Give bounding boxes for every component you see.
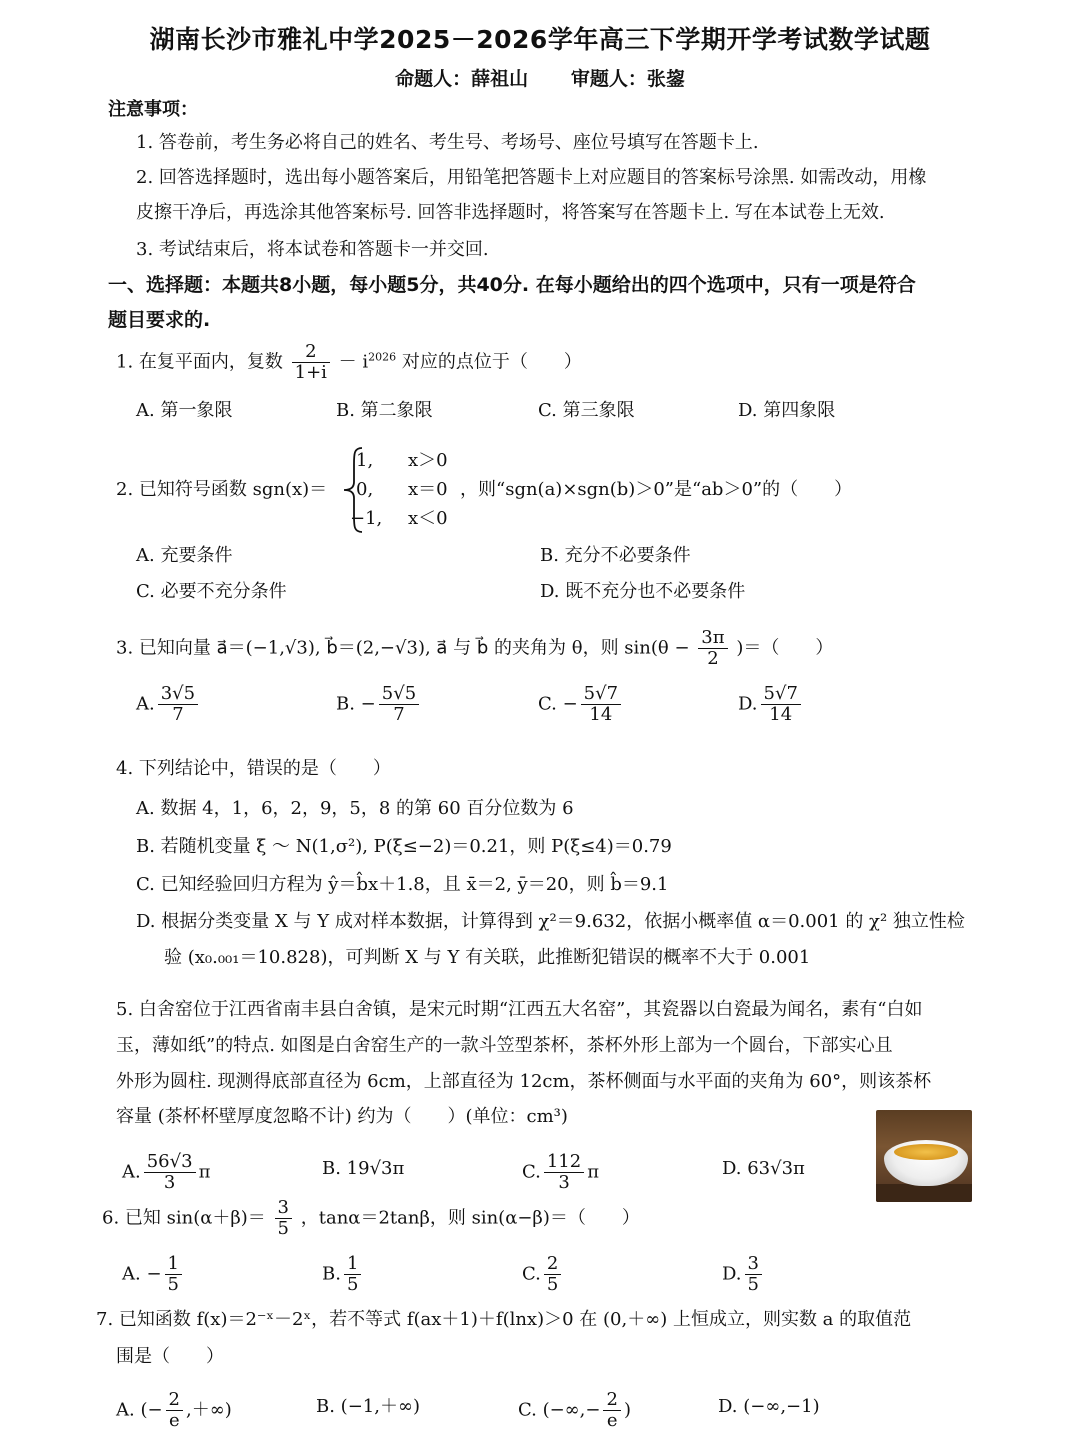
q7-option-b[interactable]: B. (−1,＋∞) [316,1396,420,1417]
q4-option-b[interactable]: B. 若随机变量 ξ ～ N(1,σ²), P(ξ≤−2)＝0.21，则 P(ξ≤4)＝0.79 [136,836,672,857]
q2-option-b[interactable]: B. 充分不必要条件 [540,545,691,566]
q3-option-d[interactable]: D. $\frac{5√7}{14}$ [738,684,804,725]
notice-heading: 注意事项： [108,99,198,120]
q1-option-d[interactable]: D. 第四象限 [738,400,836,421]
question-5-line-1: 5. 白舍窑位于江西省南丰县白舍镇，是宋元时期“江西五大名窑”，其瓷器以白瓷最为闻名，素有“白如 [116,999,923,1020]
reviewer: 审题人：张鋆 [570,68,685,90]
question-3-stem [116,628,833,669]
q6-text-end: ，tanα＝2tanβ，则 sin(α−β)＝（ ） [300,1207,640,1229]
q2-case-2-cond: x＝0 [408,479,448,500]
q3-text: 3. 已知向量 a⃗＝(−1,√3), b⃗＝(2,−√3), a⃗ 与 b⃗ 的夹角为 θ，则 sin(θ − [116,637,690,659]
q1-option-a[interactable]: A. 第一象限 [136,400,233,421]
section-heading: 一、选择题：本题共8小题，每小题5分，共40分. 在每小题给出的四个选项中，只有一项是符合 [108,274,916,296]
question-7-line-2: 围是（ ） [116,1346,224,1367]
notice-item-1: 1. 答卷前，考生务必将自己的姓名、考生号、考场号、座位号填写在答题卡上. [136,132,759,153]
question-4-stem: 4. 下列结论中，错误的是（ ） [116,758,391,779]
question-5-line-3: 外形为圆柱. 现测得底部直径为 6cm，上部直径为 12cm，茶杯侧面与水平面的夹角为 60°，则该茶杯 [116,1071,932,1092]
teacup-photo [876,1110,972,1202]
q6-text: 6. 已知 sin(α＋β)＝ [102,1207,266,1229]
tea-shape [894,1144,958,1160]
q2-option-c[interactable]: C. 必要不充分条件 [136,581,287,602]
q3-option-c[interactable]: C. − $\frac{5√7}{14}$ [538,684,624,725]
q7-option-d[interactable]: D. (−∞,−1) [718,1396,820,1417]
author: 命题人：薛祖山 [395,68,529,90]
q2-option-d[interactable]: D. 既不充分也不必要条件 [540,581,746,602]
q1-option-c[interactable]: C. 第三象限 [538,400,635,421]
question-5-line-4: 容量 (茶杯杯壁厚度忽略不计) 约为（ ）(单位：cm³) [116,1106,568,1127]
q1-minus-i: － i [338,351,369,373]
q4-option-a[interactable]: A. 数据 4，1，6，2，9，5，8 的第 60 百分位数为 6 [136,798,574,819]
q3-text-end: )＝（ ） [736,637,834,659]
q2-option-a[interactable]: A. 充要条件 [136,545,233,566]
q1-text-end: 对应的点位于（ ） [401,351,582,373]
question-7-line-1: 7. 已知函数 f(x)＝2⁻ˣ－2ˣ，若不等式 f(ax＋1)＋f(lnx)＞0 在 (0,＋∞) 上恒成立，则实数 a 的取值范 [96,1309,912,1330]
q5-option-d[interactable]: D. 63√3π [722,1158,805,1179]
question-2-stem: 2. 已知符号函数 sgn(x)＝ [116,479,328,500]
exam-title: 湖南长沙市雅礼中学2025－2026学年高三下学期开学考试数学试题 [149,25,931,54]
q7-option-c[interactable]: C. (−∞,− $\frac{2}{e}$ ) [518,1389,631,1431]
tray-shape [876,1184,972,1202]
q1-text: 1. 在复平面内，复数 [116,351,283,373]
question-5-line-2: 玉，薄如纸”的特点. 如图是白舍窑生产的一款斗笠型茶杯，茶杯外形上部为一个圆台，下部实心且 [116,1035,893,1056]
q6-option-a[interactable]: A. − $\frac{1}{5}$ [122,1254,185,1295]
q2-case-1-cond: x＞0 [408,450,448,471]
q2-case-3-value: −1, [350,508,383,529]
q6-option-c[interactable]: C. $\frac{2}{5}$ [522,1254,564,1295]
q5-option-b[interactable]: B. 19√3π [322,1158,405,1179]
q3-option-b[interactable]: B. − $\frac{5√5}{7}$ [336,684,422,725]
section-heading-cont: 题目要求的. [108,309,211,331]
q1-option-b[interactable]: B. 第二象限 [336,400,433,421]
q5-option-a[interactable]: A. $\frac{56√3}{3}$ π [122,1151,211,1193]
author-line [0,64,1080,91]
q6-fraction: $\frac{3}{5}$ [275,1198,292,1239]
q5-option-c[interactable]: C. $\frac{112}{3}$ π [522,1151,600,1193]
q2-case-3-cond: x＜0 [408,508,448,529]
q1-fraction: $\frac{2}{1+i}$ [292,342,330,383]
q6-option-d[interactable]: D. $\frac{3}{5}$ [722,1254,765,1295]
question-6-stem [102,1198,640,1239]
q3-option-a[interactable]: A. $\frac{3√5}{7}$ [136,684,201,725]
notice-item-2-cont: 皮擦干净后，再选涂其他答案标号. 回答非选择题时，将答案写在答题卡上. 写在本试卷上无效. [136,202,885,223]
notice-item-2: 2. 回答选择题时，选出每小题答案后，用铅笔把答题卡上对应题目的答案标号涂黑. 如需改动，用橡 [136,167,927,188]
q6-option-b[interactable]: B. $\frac{1}{5}$ [322,1254,364,1295]
q2-stem-end: ，则“sgn(a)×sgn(b)＞0”是“ab＞0”的（ ） [460,479,853,500]
q4-option-d[interactable]: D. 根据分类变量 X 与 Y 成对样本数据，计算得到 χ²＝9.632，依据小概率值 α＝0.001 的 χ² 独立性检 [136,911,965,932]
q2-case-2-value: 0, [356,479,374,500]
q7-option-a[interactable]: A. (− $\frac{2}{e}$ ,＋∞) [116,1389,232,1431]
q3-fraction: $\frac{3\pi}{2}$ [698,628,727,669]
q1-exponent: 2026 [368,350,397,364]
question-1-stem [116,342,582,383]
notice-item-3: 3. 考试结束后，将本试卷和答题卡一并交回. [136,239,489,260]
q2-case-1-value: 1, [356,450,374,471]
q4-option-c[interactable]: C. 已知经验回归方程为 ŷ＝b̂x＋1.8，且 x̄＝2, ȳ＝20，则 b̂＝9.1 [136,874,669,895]
q4-option-d-cont: 验 (x₀.₀₀₁＝10.828)，可判断 X 与 Y 有关联，此推断犯错误的概率不大于 0.001 [164,947,811,968]
